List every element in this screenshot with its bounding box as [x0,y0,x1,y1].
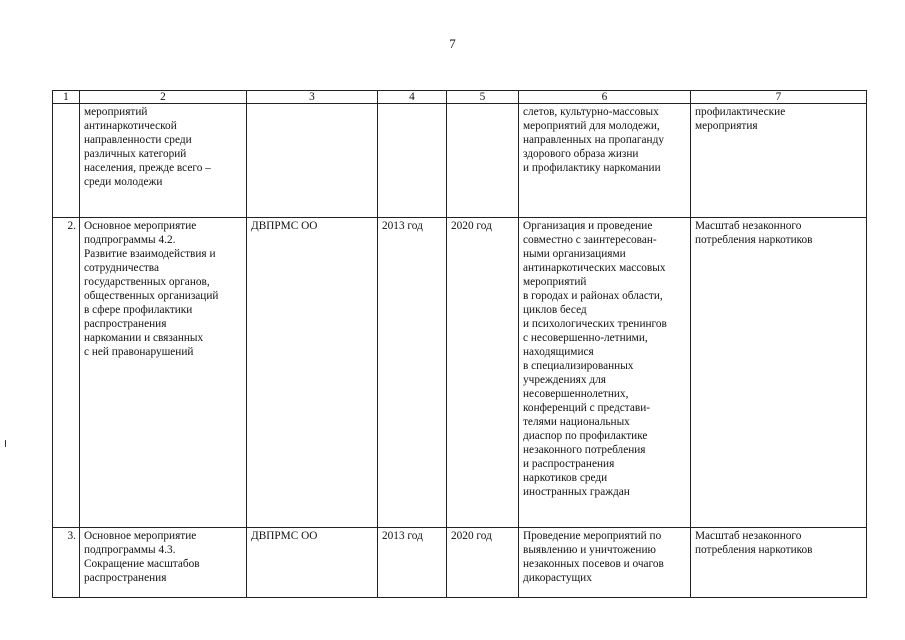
end-year-cell [447,104,519,218]
result-cell: Масштаб незаконного потребления наркотиков [691,528,867,598]
executor-cell [247,104,378,218]
row-number-cell: 3. [53,528,80,598]
header-cell: 4 [378,91,447,104]
margin-mark [5,440,6,447]
header-cell: 1 [53,91,80,104]
activity-name-cell: Основное мероприятие подпрограммы 4.2. Развитие взаимодействия и сотрудничества государственных органов, общественных организаций в сфере профилактики распространения наркомании и связанных с ней правонарушений [80,218,247,528]
header-cell: 3 [247,91,378,104]
result-cell: профилактические мероприятия [691,104,867,218]
row-number-cell [53,104,80,218]
result-cell: Масштаб незаконного потребления наркотиков [691,218,867,528]
header-row [53,91,867,104]
row-number-cell: 2. [53,218,80,528]
executor-cell: ДВПРМС ОО [247,218,378,528]
header-cell: 5 [447,91,519,104]
header-cell: 6 [519,91,691,104]
page-number: 7 [449,36,456,51]
start-year-cell [378,104,447,218]
table-row [53,218,867,528]
end-year-cell: 2020 год [447,218,519,528]
header-cell: 2 [80,91,247,104]
content-cell: Организация и проведение совместно с заинтересован- ными организациями антинаркотических массовых мероприятий в городах и районах области, циклов бесед и психологических тренингов с несовершенно-летними, находящимися в специализированных учреждениях для несовершеннолетних, конференций с представи- телями национальных диаспор по профилактике незаконного потребления и распространения наркотиков среди иностранных граждан [519,218,691,528]
table-row [53,528,867,598]
content-cell: Проведение мероприятий по выявлению и уничтожению незаконных посевов и очагов дикорастущих [519,528,691,598]
content-cell: слетов, культурно-массовых мероприятий для молодежи, направленных на пропаганду здорового образа жизни и профилактику наркомании [519,104,691,218]
executor-cell: ДВПРМС ОО [247,528,378,598]
header-cell: 7 [691,91,867,104]
start-year-cell: 2013 год [378,218,447,528]
end-year-cell: 2020 год [447,528,519,598]
program-table [52,90,867,598]
table-row [53,104,867,218]
activity-name-cell: мероприятий антинаркотической направленности среди различных категорий населения, прежде всего – среди молодежи [80,104,247,218]
start-year-cell: 2013 год [378,528,447,598]
activity-name-cell: Основное мероприятие подпрограммы 4.3. Сокращение масштабов распространения [80,528,247,598]
